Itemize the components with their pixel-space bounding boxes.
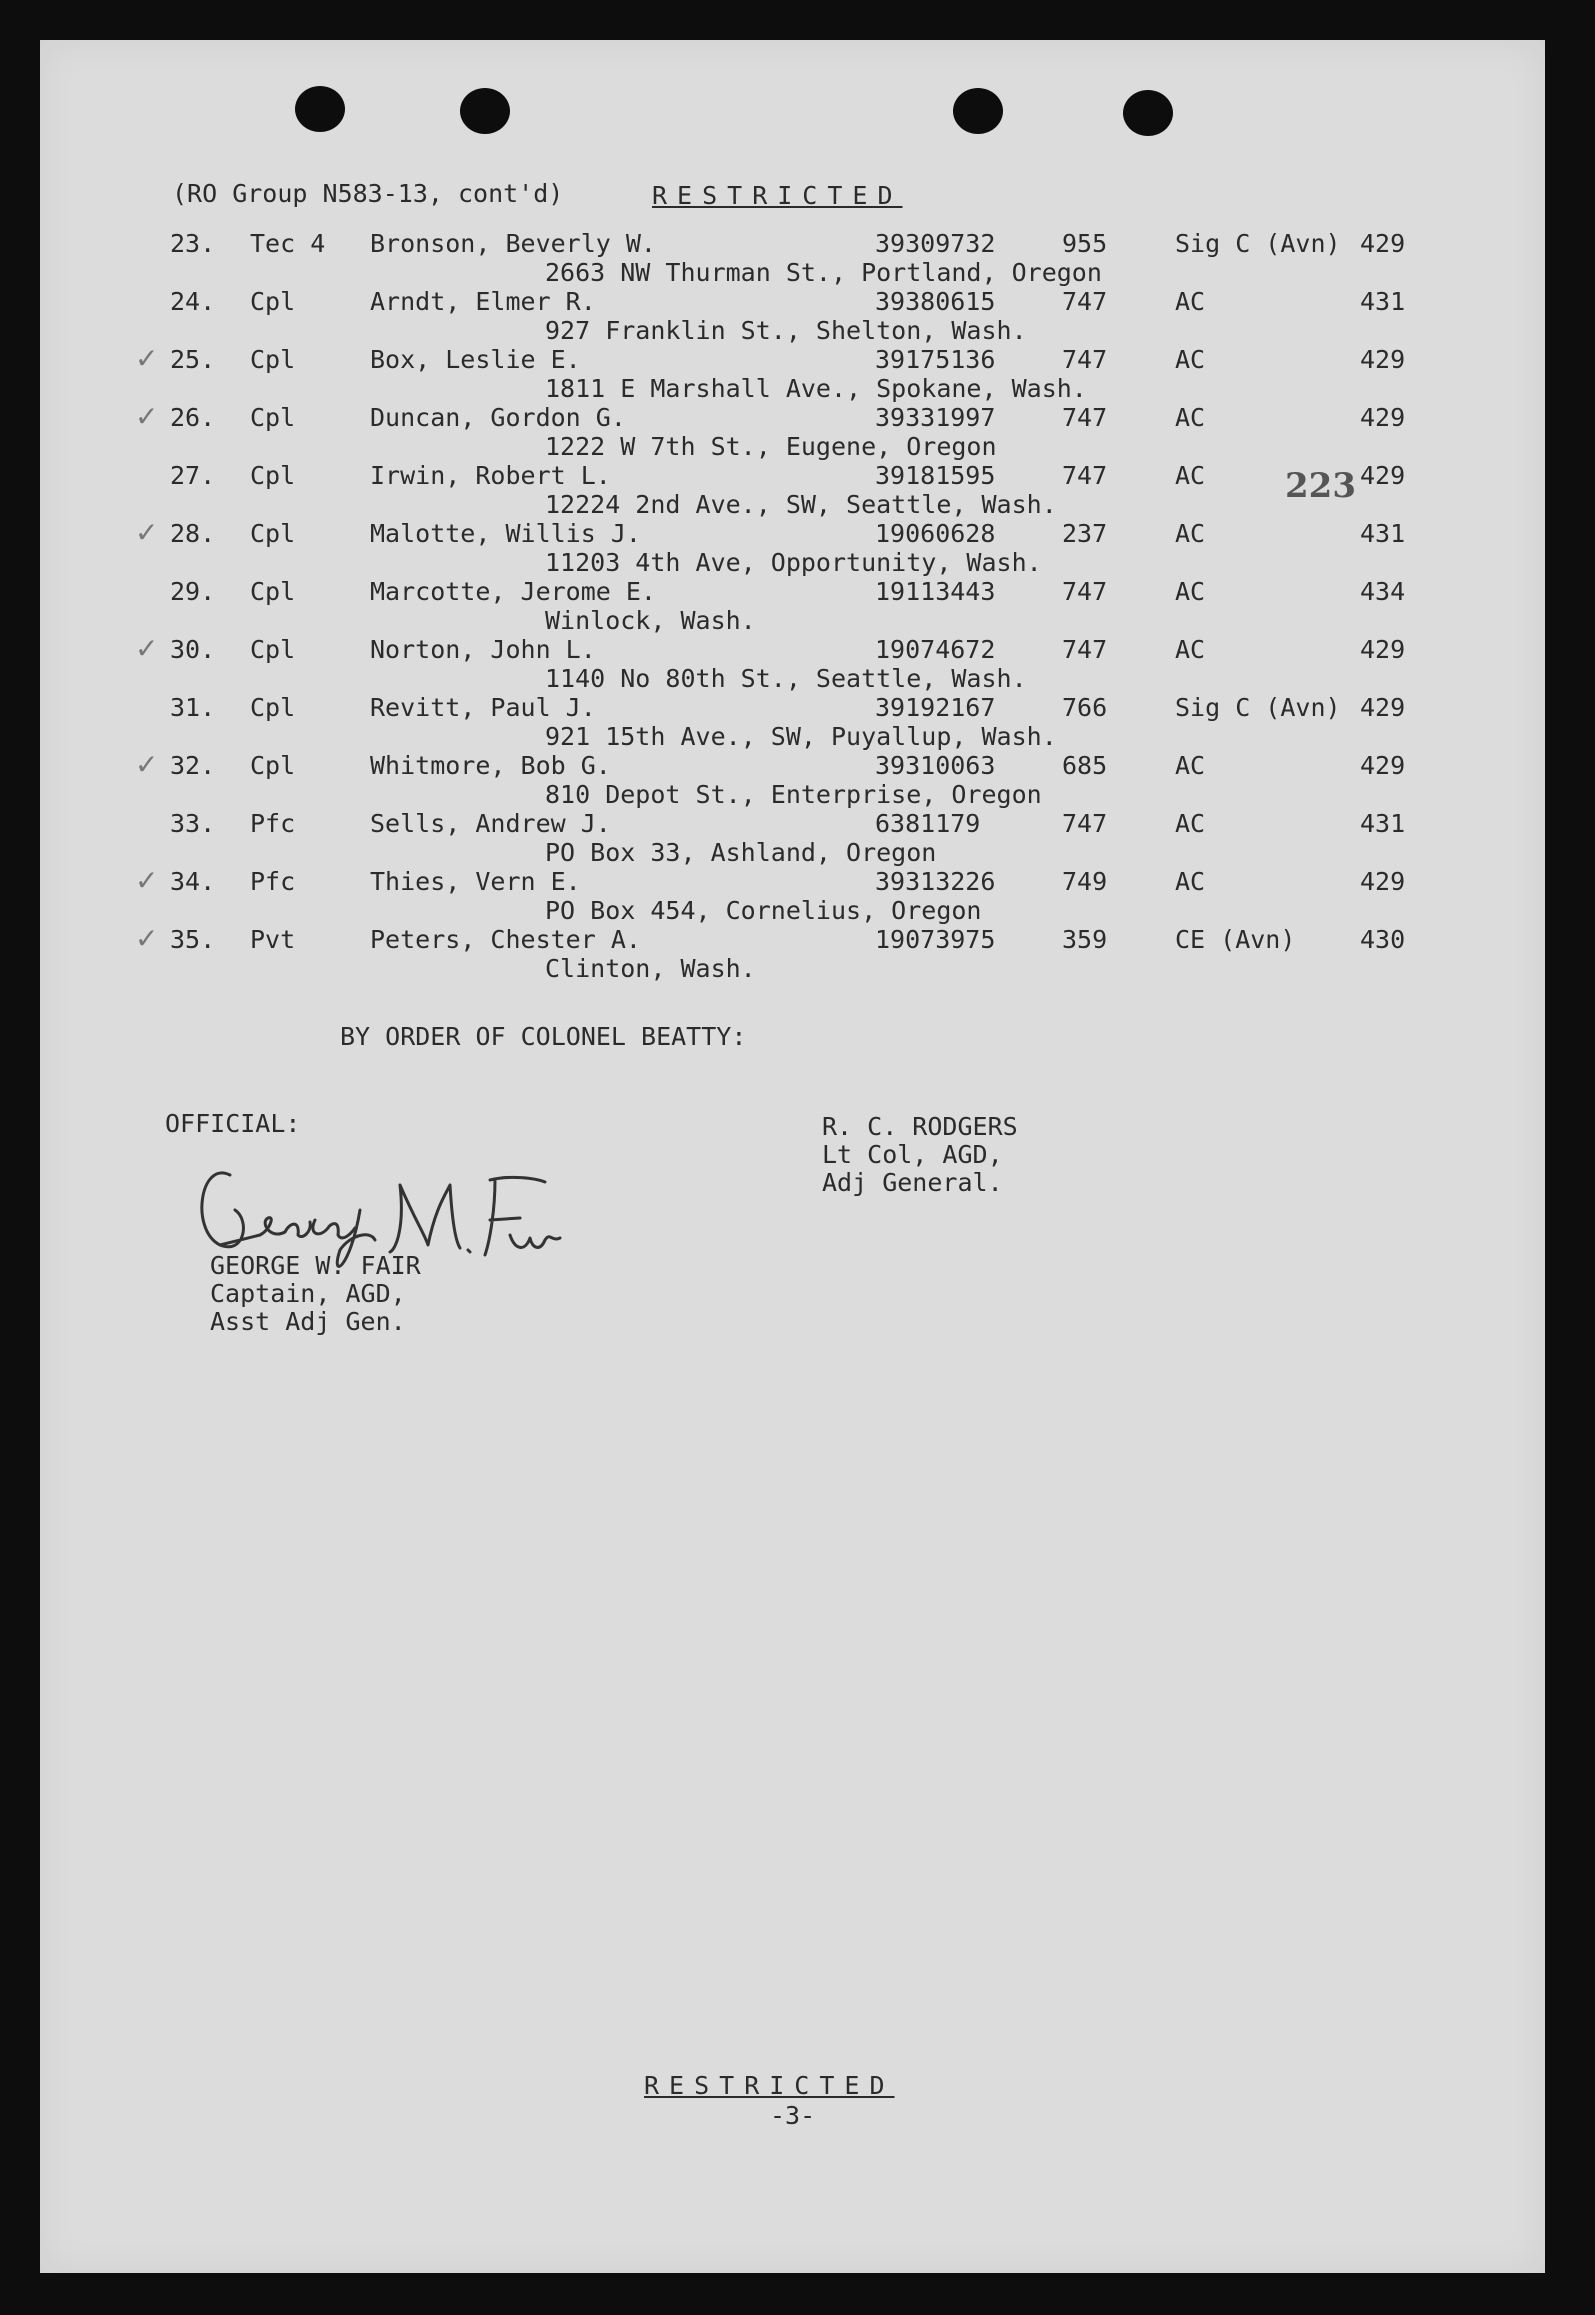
row-address: 1811 E Marshall Ave., Spokane, Wash. (545, 374, 1087, 403)
table-row (40, 516, 1545, 578)
row-rank: Cpl (250, 577, 296, 606)
row-address: Winlock, Wash. (545, 606, 756, 635)
header-reference: (RO Group N583-13, cont'd) (172, 179, 564, 208)
row-serial: 39380615 (875, 287, 996, 316)
row-name: Arndt, Elmer R. (370, 287, 596, 316)
row-code: 747 (1062, 635, 1108, 664)
row-number: 35. (170, 925, 216, 954)
row-code: 685 (1062, 751, 1108, 780)
row-code: 766 (1062, 693, 1108, 722)
row-name: Box, Leslie E. (370, 345, 581, 374)
row-name: Duncan, Gordon G. (370, 403, 626, 432)
row-address: 921 15th Ave., SW, Puyallup, Wash. (545, 722, 1057, 751)
row-address: 810 Depot St., Enterprise, Oregon (545, 780, 1042, 809)
row-number: 28. (170, 519, 216, 548)
row-branch: AC (1175, 635, 1206, 664)
row-name: Peters, Chester A. (370, 925, 641, 954)
row-name: Marcotte, Jerome E. (370, 577, 656, 606)
official-label: OFFICIAL: (165, 1109, 301, 1138)
check-mark-icon: ✓ (135, 922, 159, 955)
row-code: 955 (1062, 229, 1108, 258)
row-name: Norton, John L. (370, 635, 596, 664)
footer-restricted: RESTRICTED (644, 2071, 895, 2100)
check-mark-icon: ✓ (135, 748, 159, 781)
row-number: 30. (170, 635, 216, 664)
row-number: 29. (170, 577, 216, 606)
row-serial: 39309732 (875, 229, 996, 258)
table-row (40, 342, 1545, 404)
check-mark-icon: ✓ (135, 516, 159, 549)
row-number: 31. (170, 693, 216, 722)
row-address: 927 Franklin St., Shelton, Wash. (545, 316, 1027, 345)
row-name: Whitmore, Bob G. (370, 751, 611, 780)
row-serial: 6381179 (875, 809, 981, 838)
punch-hole (1123, 90, 1173, 136)
row-serial: 19060628 (875, 519, 996, 548)
row-name: Irwin, Robert L. (370, 461, 611, 490)
row-unit: 431 (1360, 519, 1406, 548)
row-serial: 19073975 (875, 925, 996, 954)
row-address: 1140 No 80th St., Seattle, Wash. (545, 664, 1027, 693)
row-code: 747 (1062, 287, 1108, 316)
row-code: 747 (1062, 345, 1108, 374)
row-rank: Cpl (250, 345, 296, 374)
row-unit: 429 (1360, 867, 1406, 896)
commander-title: Adj General. (822, 1168, 1003, 1197)
row-address: 11203 4th Ave, Opportunity, Wash. (545, 548, 1042, 577)
commander-rank: Lt Col, AGD, (822, 1140, 1003, 1169)
row-address: 1222 W 7th St., Eugene, Oregon (545, 432, 997, 461)
row-address: PO Box 454, Cornelius, Oregon (545, 896, 982, 925)
row-number: 26. (170, 403, 216, 432)
row-code: 749 (1062, 867, 1108, 896)
table-row (40, 400, 1545, 462)
official-title: Asst Adj Gen. (210, 1307, 406, 1336)
row-rank: Cpl (250, 461, 296, 490)
row-code: 747 (1062, 809, 1108, 838)
row-branch: AC (1175, 345, 1206, 374)
row-unit: 429 (1360, 693, 1406, 722)
row-serial: 39331997 (875, 403, 996, 432)
row-unit: 429 (1360, 461, 1406, 490)
table-row (40, 694, 1545, 752)
commander-name: R. C. RODGERS (822, 1112, 1018, 1141)
table-row (40, 288, 1545, 346)
table-row (40, 632, 1545, 694)
row-name: Revitt, Paul J. (370, 693, 596, 722)
table-row (40, 810, 1545, 868)
row-branch: Sig C (Avn) (1175, 229, 1341, 258)
row-branch: AC (1175, 461, 1206, 490)
row-rank: Cpl (250, 287, 296, 316)
row-rank: Cpl (250, 635, 296, 664)
row-address: PO Box 33, Ashland, Oregon (545, 838, 937, 867)
row-branch: AC (1175, 867, 1206, 896)
row-rank: Cpl (250, 693, 296, 722)
row-number: 24. (170, 287, 216, 316)
row-branch: CE (Avn) (1175, 925, 1296, 954)
row-rank: Cpl (250, 519, 296, 548)
row-unit: 429 (1360, 751, 1406, 780)
table-row (40, 748, 1545, 810)
row-unit: 429 (1360, 345, 1406, 374)
row-rank: Pfc (250, 809, 296, 838)
table-row (40, 922, 1545, 984)
row-serial: 39192167 (875, 693, 996, 722)
check-mark-icon: ✓ (135, 342, 159, 375)
row-unit: 431 (1360, 287, 1406, 316)
row-serial: 39181595 (875, 461, 996, 490)
row-code: 747 (1062, 577, 1108, 606)
row-unit: 430 (1360, 925, 1406, 954)
row-branch: AC (1175, 403, 1206, 432)
stamp-number: 223 (1285, 466, 1356, 506)
row-name: Bronson, Beverly W. (370, 229, 656, 258)
order-line: BY ORDER OF COLONEL BEATTY: (340, 1022, 747, 1051)
row-number: 23. (170, 229, 216, 258)
row-branch: AC (1175, 519, 1206, 548)
row-name: Sells, Andrew J. (370, 809, 611, 838)
row-address: Clinton, Wash. (545, 954, 756, 983)
row-name: Thies, Vern E. (370, 867, 581, 896)
table-row (40, 578, 1545, 636)
document-page (40, 40, 1545, 2273)
row-unit: 429 (1360, 403, 1406, 432)
row-serial: 39175136 (875, 345, 996, 374)
row-unit: 429 (1360, 635, 1406, 664)
row-serial: 39313226 (875, 867, 996, 896)
row-branch: Sig C (Avn) (1175, 693, 1341, 722)
row-unit: 431 (1360, 809, 1406, 838)
row-number: 27. (170, 461, 216, 490)
table-row (40, 230, 1545, 288)
row-branch: AC (1175, 577, 1206, 606)
row-code: 237 (1062, 519, 1108, 548)
row-number: 34. (170, 867, 216, 896)
row-serial: 39310063 (875, 751, 996, 780)
row-code: 359 (1062, 925, 1108, 954)
row-branch: AC (1175, 287, 1206, 316)
row-branch: AC (1175, 809, 1206, 838)
check-mark-icon: ✓ (135, 632, 159, 665)
row-address: 12224 2nd Ave., SW, Seattle, Wash. (545, 490, 1057, 519)
row-number: 32. (170, 751, 216, 780)
punch-hole (295, 86, 345, 132)
row-address: 2663 NW Thurman St., Portland, Oregon (545, 258, 1102, 287)
punch-hole (460, 88, 510, 134)
row-rank: Cpl (250, 403, 296, 432)
row-rank: Tec 4 (250, 229, 326, 258)
row-unit: 434 (1360, 577, 1406, 606)
row-serial: 19074672 (875, 635, 996, 664)
official-name: GEORGE W. FAIR (210, 1251, 421, 1280)
page-number: -3- (770, 2101, 816, 2130)
row-number: 25. (170, 345, 216, 374)
row-rank: Pfc (250, 867, 296, 896)
punch-hole (953, 88, 1003, 134)
row-code: 747 (1062, 403, 1108, 432)
row-number: 33. (170, 809, 216, 838)
row-rank: Pvt (250, 925, 296, 954)
row-rank: Cpl (250, 751, 296, 780)
row-unit: 429 (1360, 229, 1406, 258)
header-restricted: RESTRICTED (652, 181, 903, 210)
row-code: 747 (1062, 461, 1108, 490)
official-rank: Captain, AGD, (210, 1279, 406, 1308)
row-serial: 19113443 (875, 577, 996, 606)
check-mark-icon: ✓ (135, 864, 159, 897)
check-mark-icon: ✓ (135, 400, 159, 433)
row-branch: AC (1175, 751, 1206, 780)
row-name: Malotte, Willis J. (370, 519, 641, 548)
table-row (40, 864, 1545, 926)
